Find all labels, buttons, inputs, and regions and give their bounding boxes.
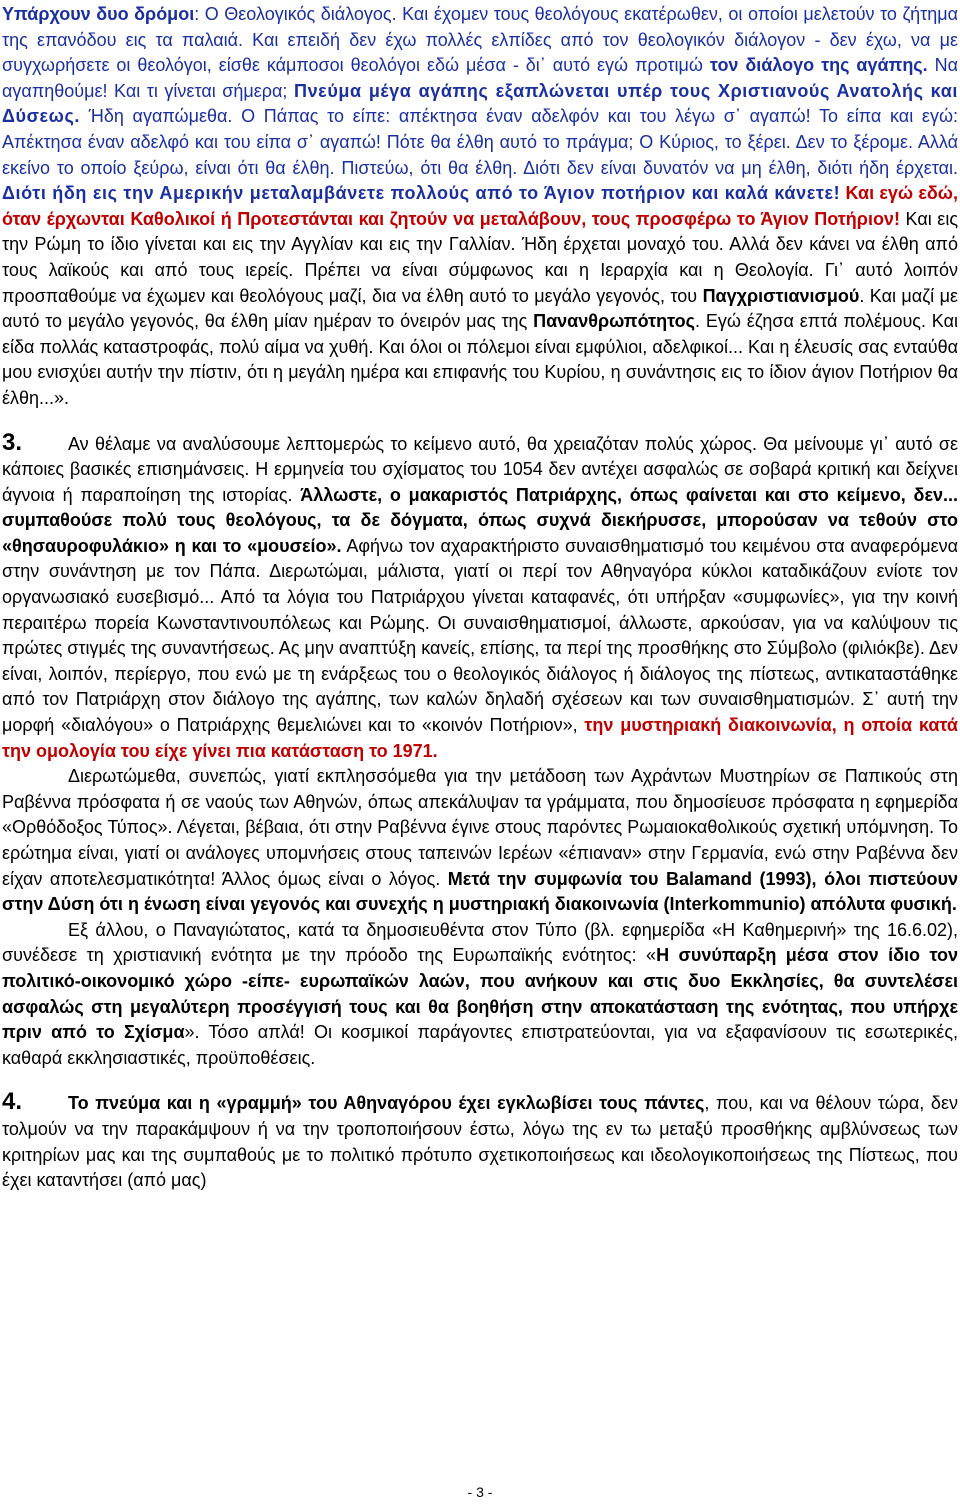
section-4-paragraph — [2, 1089, 958, 1193]
emphasis-spirit-of-love: Πνεύμα μέγα αγάπης εξαπλώνεται υπέρ τους Χριστιανούς Ανατολής και Δύσεως. — [2, 80, 958, 127]
emphasis-balamand: Μετά την συμφωνία του Balamand (1993), όλοι πιστεύουν στην Δύση ότι η ένωση είναι γεγονός και συνεχής η μυστηριακή διακοινωνία (Interkommunio) απόλυτα φυσική. — [2, 868, 958, 915]
emphasis-panchristianism: Παγχριστιανισμού — [702, 285, 860, 306]
text-run: Εξ άλλου, ο Παναγιώτατος, κατά τα δημοσιευθέντα στον Τύπο (βλ. εφημερίδα «Η Καθημερινή» της 16.6.02), συνέδεσε τη χριστιανική ενότητα με την πρόοδο της Ευρωπαϊκής ενότητος: « — [2, 919, 958, 966]
emphasis-dialogue-of-love: τον διάλογο της αγάπης. — [709, 55, 928, 76]
text-run: Αφήνω τον αχαρακτήριστο συναισθηματισμό του κειμένου στα αναφερόμενα στην συνάντηση με τον Πάπα. Διερωτώμαι, μάλιστα, γιατί οι περί τον Αθηναγόρα κύκλοι καταδικάζουν ενίοτε τον οργανωσιακό ευσεβισμό... Από τα λόγια του Πατριάρχου γίνεται καταφανές, ότι υπήρξαν «συμφωνίες», για την κοινή περαιτέρω πορεία Κωνσταντινουπόλεως και Ρώμης. Οι συναισθηματισμοί, άλλωστε, αρκούσαν, για να καλύψουν τις πρώτες στιγμές της συναντήσεως. Ας μην αναπτύξη κανείς, επίσης, τα περί της προσθήκης στο Σύμβολο (φιλιόκβε). Δεν είναι, λοιπόν, περίεργο, που ενώ με τη ενάρξεως του ο θεολογικός διάλογος ή διάλογος της πίστεως, αντικαταστάθηκε από τον Πατριάρχη στον διάλογο της αγάπης, των καλών δηλαδή σχέσεων και των συναισθηματισμών. Σ᾽ αυτή την μορφή «διαλόγου» ο Πατριάρχης θεμελιώνει και το «κοινόν Ποτήριον», — [2, 535, 958, 736]
emphasis-mystical-intercommunion: την μυστηριακή διακοινωνία, η οποία κατά την ομολογία του είχε γίνει πια κατάσταση το 1971. — [2, 715, 958, 761]
emphasis-european-coexistence: Η συνύπαρξη μέσα στον ίδιο τον πολιτικό-οικονομικό χώρο -είπε- ευρωπαϊκών λαών, που ανήκουν και στις δυο Εκκλησίες, θα συντελέσει ασφαλώς στη μεγαλύτερη προσέγγισή τους και θα βοηθήση στην αποκατάσταση της ενότητας, που υπήρχε πριν από το Σχίσμα — [2, 945, 959, 1043]
text-run: ». Τόσο απλά! Οι κοσμικοί παράγοντες επιστρατεύονται, για να εξαφανίσουν τις εσωτερικές, καθαρά εκκλησιαστικές, προϋποθέσεις. — [2, 1022, 958, 1068]
emphasis-america-communion: Διότι ήδη εις την Αμερικήν μεταλαμβάνετε πολλούς από το Άγιον ποτήριον και καλά κάνετε! — [2, 183, 841, 204]
paragraph-athenagoras-quote — [2, 0, 958, 412]
text-run: Διερωτώμεθα, συνεπώς, γιατί εκπλησσόμεθα για την μετάδοση των Αχράντων Μυστηρίων σε Παπικούς στη Ραβέννα πρόσφατα ή σε ναούς των Αθηνών, όπως απεκάλυψαν τα γράμματα, που δημοσίευσε πρόσφατα η εφημερίδα «Ορθόδοξος Τύπος». Λέγεται, βέβαια, ότι στην Ραβέννα έγινε στους παρόντες Ρωμαιοκαθολικούς σχετική υπόμνηση. Το ερώτημα είναι, γιατί οι ανάλογες υπομνήσεις στους ταπεινών Ιερέων «έπιαναν» στην Γερμανία, ενώ στην Ραβέννα δεν είχαν αποτελεσματικότητα! Άλλος όμως είναι ο λόγος. — [2, 766, 958, 889]
emphasis-athenagoras-line: Το πνεύμα και η «γραμμή» του Αθηναγόρου έχει εγκλωβίσει τους πάντες — [68, 1093, 705, 1114]
page-number: - 3 - — [467, 1484, 493, 1500]
highlight-theological-dialogue: : Ο Θεολογικός διάλογος — [194, 4, 392, 24]
section-3-paragraph — [2, 430, 958, 765]
text-run: . Και μαζί με αυτό το μεγάλο γεγονός, θα έλθη μίαν ημέραν το όνειρόν μας της — [2, 285, 958, 332]
text-run: , που, και να θέλουν τώρα, δεν τολμούν να την παρακάμψουν ή να την τροποποιήσουν έστω, λόγω της εν τω μεταξύ προσθήκης αμβλύνσεως των κριτηρίων μας και της συμπαθούς με το πολιτικό πρότυπο σχετικοποιήσεως και ιδεολογικοποιήσεως της Πίστεως, που έχει καταντήσει (από μας) — [2, 1093, 958, 1191]
emphasis-patriarch-theologians: Άλλωστε, ο μακαριστός Πατριάρχης, όπως φαίνεται και στο κείμενο, δεν... συμπαθούσε πολύ τους θεολόγους, τα δε δόγματα, όπως συχνά διεκήρυσσε, μπορούσαν να τεθούν στο «θησαυροφυλάκιο» η και το «μουσείο». — [2, 484, 959, 556]
section-3-paragraph-2 — [2, 764, 958, 918]
section-number: 4. — [2, 1088, 23, 1116]
text-run: Ήδη αγαπώμεθα. Ο Πάπας το είπε: απέκτησα έναν αδελφόν και του λέγω σ᾽ αγαπώ! Το είπα και εγώ: Απέκτησα έναν αδελφό και του είπα σ᾽ αγαπώ! Πότε θα έλθη αυτό το πράγμα; Ο Κύριος, το ξέρει. Δεν το ξέρομε. Αλλά εκείνο το οποίο ξεύρω, είναι ότι θα έλθη. Πιστεύω, ότι θα έλθη. Διότι δεν είναι δυνατόν να μη έλθη, διότι ήδη έρχεται. — [2, 106, 958, 178]
text-run: Να αγαπηθούμε! Και τι γίνεται σήμερα; — [2, 55, 959, 101]
emphasis-holy-chalice: Και εγώ εδώ, όταν έρχωνται Καθολικοί ή Προτεστάνται και ζητούν να μεταλάβουν, τους προσφέρω το Άγιον Ποτήριον! — [2, 183, 958, 229]
highlight-two-ways: Υπάρχουν δυο δρόμοι — [2, 4, 195, 24]
text-run: Και εις την Ρώμη το ίδιο γίνεται και εις την Αγγλίαν και εις την Γαλλίαν. Ήδη έρχεται μοναχό του. Αλλά δεν κάνει να έλθη από τους λαϊκούς και από τους ιερείς. Πρέπει να είναι σύμφωνος και η Ιεραρχία και η Θεολογία. Γι᾽ αυτό λοιπόν προσπαθούμε να έχωμεν και θεολόγους μαζί, δια να έλθη αυτό το μεγάλο γεγονός, του — [2, 208, 958, 306]
section-number: 3. — [2, 428, 23, 456]
text-run: . Και έχομεν τους θεολόγους εκατέρωθεν, οι οποίοι μελετούν το ζήτημα της επανόδου εις τα παλαιά. Και επειδή δεν έχω πολλές ελπίδες από τον θεολογικόν διάλογον - δεν έχω, να με συγχωρήσετε οι θεολόγοι, είσθε κάμποσοι θεολόγοι εδώ μέσα - δι᾽ αυτό εγώ προτιμώ — [2, 4, 959, 76]
text-run: Αν θέλαμε να αναλύσουμε λεπτομερώς το κείμενο αυτό, θα χρειαζόταν πολύς χώρος. Θα μείνουμε γι᾽ αυτό σε κάποιες βασικές επισημάνσεις. Η ερμηνεία του σχίσματος του 1054 δεν αντέχει ασφαλώς σε σοβαρά κριτική και δείχνει άγνοια ή παραποίηση της ιστορίας. — [2, 433, 958, 505]
section-3-paragraph-3 — [2, 918, 958, 1072]
text-run: . Εγώ έζησα επτά πολέμους. Και είδα πολλάς καταστροφάς, πολύ αίμα να χυθή. Και όλοι οι πόλεμοι είναι εμφύλιοι, αδελφικοί... Και η έλευσίς σας ενταύθα μου ενισχύει αυτήν την πίστιν, ότι η μεγάλη ημέρα και επιφανής του Κυρίου, η συνάντησις εις το ίδιον άγιον Ποτήριον θα έλθη...». — [2, 311, 958, 408]
emphasis-panhumanity: Πανανθρωπότητος — [533, 311, 695, 332]
